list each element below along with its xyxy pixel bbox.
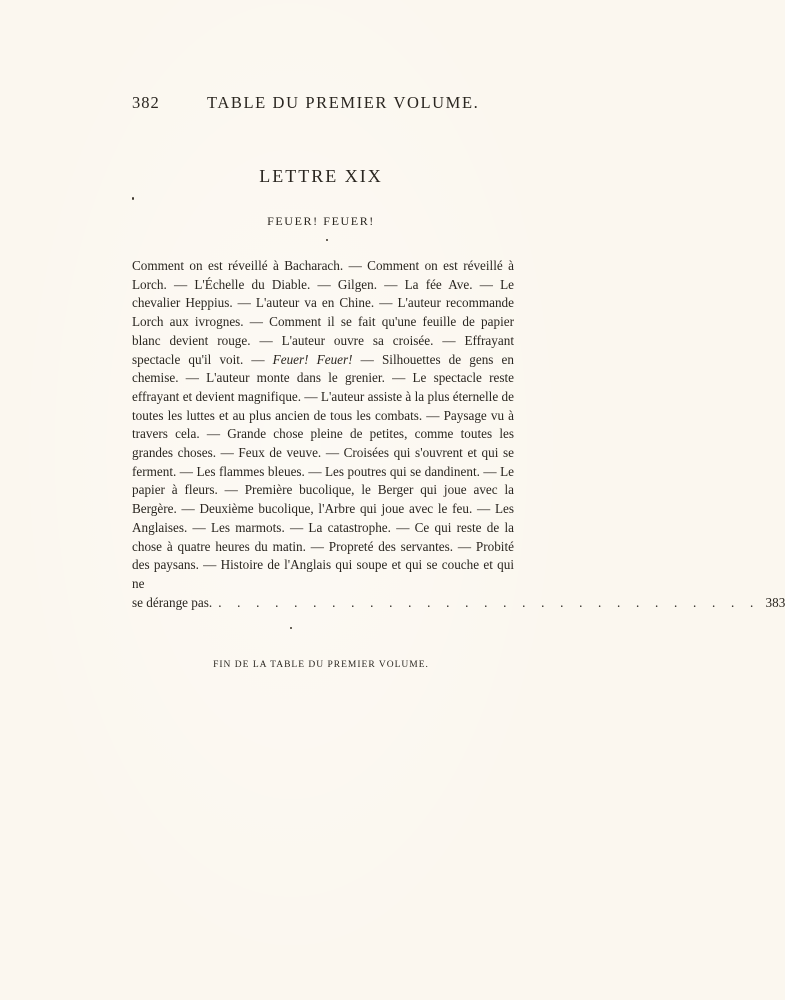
dot-leader: . . . . . . . . . . . . . . . . . . . . . . . . . . . . . [218,594,760,610]
chapter-subtitle: FEUER! FEUER! [267,214,375,228]
summary-text-part2: — Silhouettes de gens en chemise. — L'auteur monte dans le grenier. — Le spectacle reste effrayant et devient magnifique. — L'auteur assiste à la plus éternelle de toutes les luttes et au plus ancien de tous les combats. — Paysage vu à travers cela. — Grande chose pleine de petites, comme toutes les grandes choses. — Feux de veuve. — Croisées qui s'ouvrent et qui se ferment. — Les flammes bleues. — Les poutres qui se dandinent. — Le papier à fleurs. — Première bucolique, le Berger qui joue avec la Bergère. — Deuxième bucolique, l'Arbre qui joue avec le feu. — Les Anglaises. — Les marmots. — La catastrophe. — Ce qui reste de la chose à quatre heures du matin. — Propreté des servantes. — Probité des paysans. — Histoire de l'Anglais qui soupe et qui se couche et qui ne [132,351,514,591]
chapter-summary [132,257,785,612]
summary-last-line [132,594,785,613]
summary-italic-phrase: Feuer! Feuer! [272,351,353,367]
summary-paragraph [132,257,514,594]
ink-speck [290,627,292,629]
summary-text-part1: Comment on est réveillé à Bacharach. — Comment on est réveillé à Lorch. — L'Échelle du Diable. — Gilgen. — La fée Ave. — Le chevalier Heppius. — L'auteur va en Chine. — L'auteur recommande Lorch aux ivrognes. — Comment il se fait qu'une feuille de papier blanc devient rouge. — L'auteur ouvre sa croisée. — Effrayant spectacle qu'il voit. — [132,258,514,367]
running-head [132,93,512,117]
ink-speck [132,197,134,200]
summary-last-text: se dérange pas. [132,594,213,610]
page-number: 382 [132,93,160,112]
running-title: TABLE DU PREMIER VOLUME. [207,93,480,112]
chapter-heading: LETTRE XIX [259,166,383,186]
end-of-table-note: FIN DE LA TABLE DU PREMIER VOLUME. [213,660,429,670]
ink-speck [326,239,328,241]
page-reference: 383 [765,594,785,610]
